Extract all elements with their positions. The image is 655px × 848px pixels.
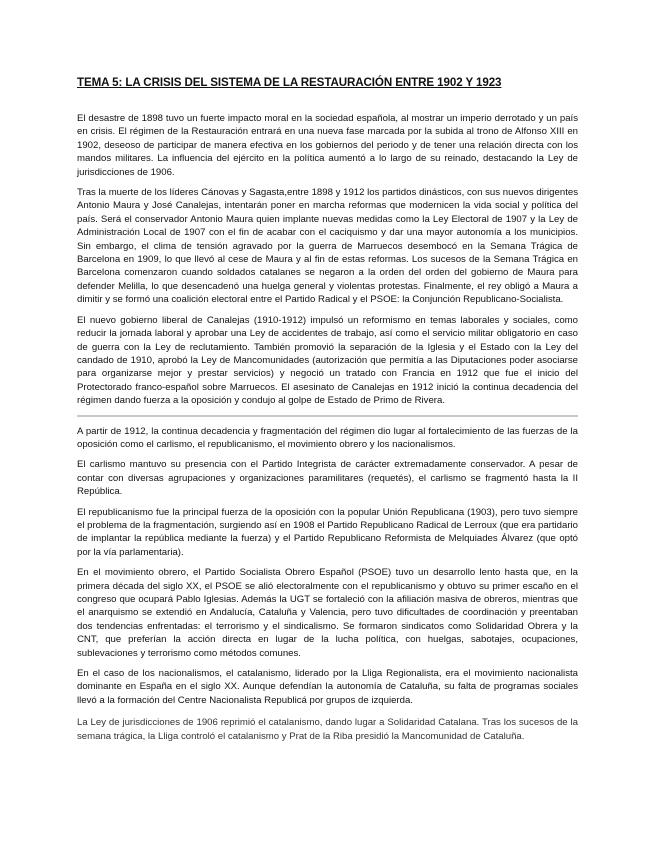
- paragraph-desastre-1898: El desastre de 1898 tuvo un fuerte impacto moral en la sociedad española, al mostrar un imperio derrotado y un país en crisis. El régimen de la Restauración entrará en una nueva fase marcada por la subida al trono de Alfonso XIII en 1902, deseoso de participar de manera efectiva en los gobiernos del periodo y de tener una relación directa con los mandos militares. La influencia del ejército en la política aumentó a lo largo de su reinado, destacando la Ley de jurisdicciones de 1906.: [77, 113, 578, 178]
- section-oposicion: [77, 425, 578, 744]
- section-restauracion-reformas: [77, 112, 578, 408]
- paragraph-ley-jurisdicciones: La Ley de jurisdicciones de 1906 reprimió el catalanismo, dando lugar a Solidaridad Catalana. Tras los sucesos de la semana trágica, la Lliga controló el catalanismo y Prat de la Riba presidió la Mancomunidad de Cataluña.: [77, 717, 578, 742]
- paragraph-movimiento-obrero: En el movimiento obrero, el Partido Socialista Obrero Español (PSOE) tuvo un desarrollo lento hasta que, en la primera década del siglo XX, el PSOE se alió electoralmente con el republicanismo y obtuvo su primer escaño en el congreso que ocupará Pablo Iglesias. Además la UGT se fortaleció con la afiliación masiva de obreros, mientras que el anarquismo se extendió en Andalucía, Cataluña y Valencia, pero tuvo dificultades de coordinación y preentaban dos tendencias enfrentadas: el terrorismo y el sindicalismo. Se formaron sindicatos como Solidaridad Obrera y la CNT, que preferían la acción directa en lugar de la lucha política, con huelgas, sabotajes, ocupaciones, sublevaciones y terrorismo como métodos comunes.: [77, 567, 578, 659]
- paragraph-oposicion-intro: A partir de 1912, la continua decadencia y fragmentación del régimen dio lugar al fortalecimiento de las fuerzas de la oposición como el carlismo, el republicanismo, el movimiento obrero y los nacionalismos.: [77, 425, 578, 450]
- section-divider: [77, 415, 578, 417]
- document-title: TEMA 5: LA CRISIS DEL SISTEMA DE LA RESTAURACIÓN ENTRE 1902 Y 1923: [77, 76, 502, 89]
- paragraph-canalejas-gobierno: El nuevo gobierno liberal de Canalejas (1910-1912) impulsó un reformismo en temas laborales y sociales, como reducir la jornada laboral y aprobar una Ley de accidentes de trabajo, así como el servicio militar obligatorio en caso de guerra con la Ley de reclutamiento. También promovió la separación de la Iglesia y el Estado con la Ley del candado de 1910, aprobó la Ley de Mancomunidades (autorización que permitía a las Diputaciones poder asociarse para organizarse mejor y prestar servicios) y negoció un tratado con Francia en 1912 que fue el inicio del Protectorado franco-español sobre Marruecos. El asesinato de Canalejas en 1912 inició la continua decadencia del régimen dando fuerza a la oposición y condujo al golpe de Estado de Primo de Rivera.: [77, 314, 578, 407]
- document-body: [77, 76, 578, 750]
- paragraph-carlismo: El carlismo mantuvo su presencia con el Partido Integrista de carácter extremadamente conservador. A pesar de contar con diversas agrupaciones y organizaciones paramilitares (requetés), el carlismo se fragmentó hasta la II República.: [77, 459, 578, 498]
- paragraph-nacionalismos: En el caso de los nacionalismos, el catalanismo, liderado por la Lliga Regionalista, era el movimiento nacionalista dominante en España en el siglo XX. Aunque defendían la autonomía de Cataluña, su falta de programas sociales llevó a la formación del Centre Nacionalista Republicá por grupos de izquierda.: [77, 668, 578, 706]
- paragraph-republicanismo: El republicanismo fue la principal fuerza de la oposición con la popular Unión Republicana (1903), pero tuvo siempre el problema de la fragmentación, surgiendo así en 1908 el Partido Republicano Radical de Lerroux (que era partidario de implantar la república mediante la fuerza) y el Partido Republicano Reformista de Melquiades Álvarez (que optó por la vía parlamentaria).: [77, 506, 578, 558]
- paragraph-maura-reformas: Tras la muerte de los líderes Cánovas y Sagasta,entre 1898 y 1912 los partidos dinásticos, con sus nuevos dirigentes Antonio Maura y José Canalejas, intentarán poner en marcha reformas que modernicen la vida social y política del país. Será el conservador Antonio Maura quien implante nuevas medidas como la Ley Electoral de 1907 y la Ley de Administración Local de 1907 con el fin de acabar con el caciquismo y dar una mayor autonomía a los municipios. Sin embargo, el clima de tensión agravado por la guerra de Marruecos desembocó en la Semana Trágica de Barcelona en 1909, lo que llevó al cese de Maura y al fin de estas reformas. Los sucesos de la Semana Trágica en Barcelona comenzaron cuando soldados catalanes se negaron a la orden del orden del gobierno de Maura para defender Melilla, lo que desencadenó una huelga general y violentas protestas. Finalmente, el rey obligó a Maura a dimitir y se formó una coalición electoral entre el Partido Radical y el PSOE: la Conjunción Republicano-Socialista.: [77, 187, 578, 306]
